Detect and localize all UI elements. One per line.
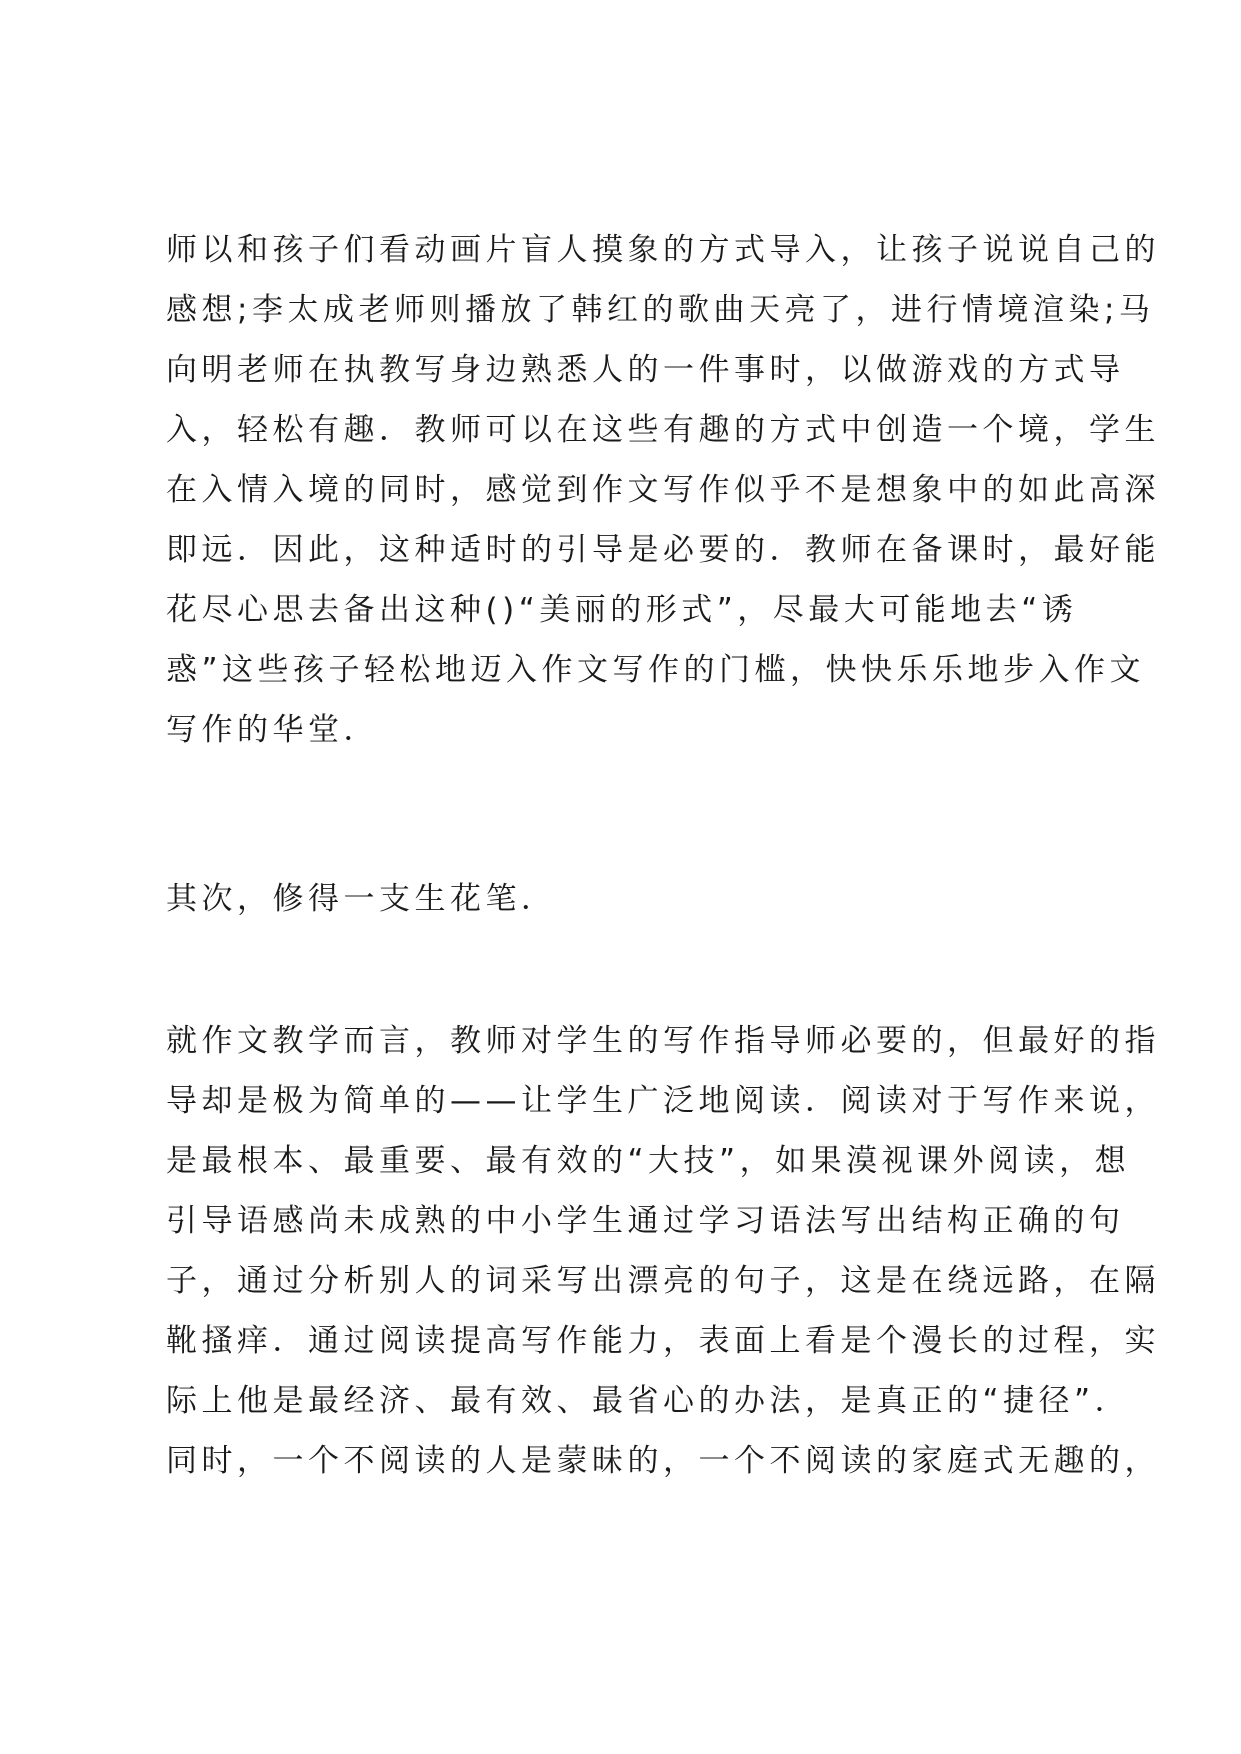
text-line: 同时，一个不阅读的人是蒙昧的，一个不阅读的家庭式无趣的， <box>166 1443 1160 1479</box>
paragraph-reading <box>166 1011 1160 1491</box>
text-line: 向明老师在执教写身边熟悉人的一件事时，以做游戏的方式导 <box>166 352 1125 388</box>
text-line: 子，通过分析别人的词采写出漂亮的句子，这是在绕远路，在隔 <box>166 1263 1160 1299</box>
text-line: 在入情入境的同时，感觉到作文写作似乎不是想象中的如此高深 <box>166 472 1160 508</box>
text-line: 就作文教学而言，教师对学生的写作指导师必要的，但最好的指 <box>166 1023 1160 1059</box>
text-line: 引导语感尚未成熟的中小学生通过学习语法写出结构正确的句 <box>166 1203 1125 1239</box>
text-line: 导却是极为简单的——让学生广泛地阅读．阅读对于写作来说， <box>166 1083 1160 1119</box>
text-line: 靴搔痒．通过阅读提高写作能力，表面上看是个漫长的过程，实 <box>166 1323 1160 1359</box>
text-line: 际上他是最经济、最有效、最省心的办法，是真正的“捷径”． <box>166 1383 1131 1419</box>
text-line: 即远．因此，这种适时的引导是必要的．教师在备课时，最好能 <box>166 532 1160 568</box>
text-line: 师以和孩子们看动画片盲人摸象的方式导入，让孩子说说自己的 <box>166 232 1160 268</box>
section-heading <box>166 869 1096 929</box>
text-line: 惑”这些孩子轻松地迈入作文写作的门槛，快快乐乐地步入作文 <box>166 652 1146 688</box>
text-line: 入，轻松有趣．教师可以在这些有趣的方式中创造一个境，学生 <box>166 412 1160 448</box>
text-line: 感想;李太成老师则播放了韩红的歌曲天亮了，进行情境渲染;马 <box>166 292 1155 328</box>
text-line: 写作的华堂． <box>166 712 379 748</box>
text-line: 花尽心思去备出这种()“美丽的形式”，尽最大可能地去“诱 <box>166 592 1078 628</box>
paragraph-teaching-intro <box>166 220 1160 760</box>
text-line: 其次，修得一支生花笔． <box>166 881 557 917</box>
text-line: 是最根本、最重要、最有效的“大技”，如果漠视课外阅读，想 <box>166 1143 1131 1179</box>
